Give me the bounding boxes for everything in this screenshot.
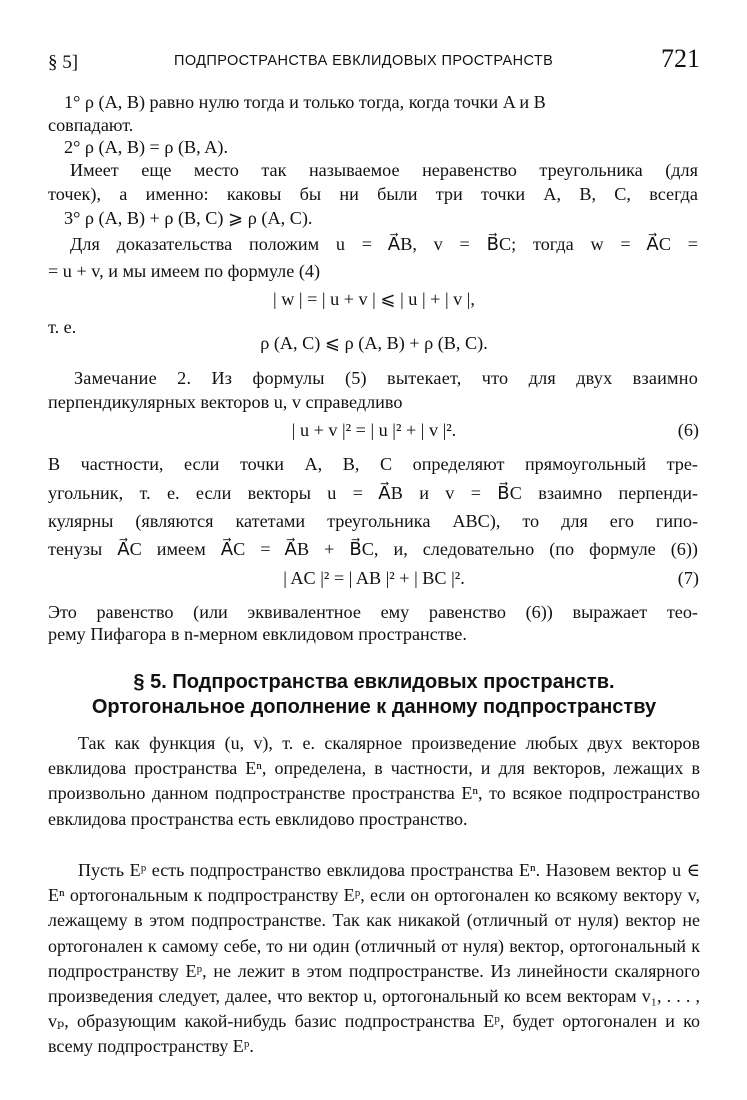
equation-tag: (7) <box>677 568 699 588</box>
paragraph: Пусть Eᵖ есть подпространство евклидова пространства Eⁿ. Назовем вектор u ∈ Eⁿ ортогональным к подпространству Eᵖ, если он ортогонален ко всякому вектору v, лежащему в этом подпространстве. Так как никакой (отличный от нуля) вектор не ортогонален к самому себе, то ни один (отличный от нуля) вектор, ортогональный к подпространству Eᵖ, не лежит в этом подпространстве. Из линейности скалярного произведения следует, далее, что вектор u, ортогональный ко всем векторам v₁, . . . , vₚ, образующим какой-нибудь базис подпространства Eᵖ, будет ортогонален и ко всему подпространству Eᵖ. <box>48 860 700 1057</box>
text-line: Для доказательства положим u = A⃗B, v = B⃗C; тогда w = A⃗C = <box>70 234 698 254</box>
running-title: ПОДПРОСТРАНСТВА ЕВКЛИДОВЫХ ПРОСТРАНСТВ <box>174 53 554 69</box>
distance-inequality: ρ (A, C) ⩽ ρ (A, B) + ρ (B, C). <box>260 333 488 353</box>
section-heading: Ортогональное дополнение к данному подпространству <box>91 696 657 718</box>
pythagoras-vectors: | u + v |² = | u |² + | v |². <box>291 420 457 440</box>
text-line: Имеет еще место так называемое неравенство треугольника (для <box>70 160 698 180</box>
text-line: совпадают. <box>48 115 134 135</box>
text-line: перпендикулярных векторов u, v справедливо <box>48 392 403 412</box>
text-line: 2° ρ (A, B) = ρ (B, A). <box>64 137 228 157</box>
text-line: рему Пифагора в n-мерном евклидовом пространстве. <box>48 624 467 644</box>
text-line: В частности, если точки A, B, C определяют прямоугольный тре- <box>48 454 698 474</box>
pythagoras-points: | AC |² = | AB |² + | BC |². <box>283 568 465 588</box>
page-number: 721 <box>661 44 700 73</box>
text-line: Это равенство (или эквивалентное ему равенство (6)) выражает тео- <box>48 602 698 622</box>
section-mark: § 5] <box>48 52 79 73</box>
text-line: угольник, т. е. если векторы u = A⃗B и v = B⃗C взаимно перпенди- <box>48 483 698 503</box>
norm-inequality: | w | = | u + v | ⩽ | u | + | v |, <box>273 289 475 309</box>
text-line: кулярны (являются катетами треугольника ABC), то для его гипо- <box>48 511 698 531</box>
equation-tag: (6) <box>677 420 699 440</box>
text-line: 3° ρ (A, B) + ρ (B, C) ⩾ ρ (A, C). <box>64 208 313 228</box>
text-line: = u + v, и мы имеем по формуле (4) <box>48 261 321 281</box>
text-line: тенузы A⃗C имеем A⃗C = A⃗B + B⃗C, и, следовательно (по формуле (6)) <box>48 539 698 559</box>
text-line: т. е. <box>48 317 77 337</box>
text-line: 1° ρ (A, B) равно нулю тогда и только тогда, когда точки A и B <box>64 92 546 112</box>
running-header <box>48 44 700 80</box>
text-line: точек), а именно: каковы бы ни были три точки A, B, C, всегда <box>48 184 698 204</box>
text-line: Замечание 2. Из формулы (5) вытекает, что для двух взаимно <box>74 368 698 388</box>
paragraph: Так как функция (u, v), т. е. скалярное произведение любых двух векторов евклидова пространства Eⁿ, определена, в частности, и для векторов, лежащих в произвольно данном подпространстве пространства Eⁿ, то всякое подпространство евклидова пространства есть евклидово пространство. <box>48 733 700 829</box>
section-heading: § 5. Подпространства евклидовых пространств. <box>133 671 615 693</box>
